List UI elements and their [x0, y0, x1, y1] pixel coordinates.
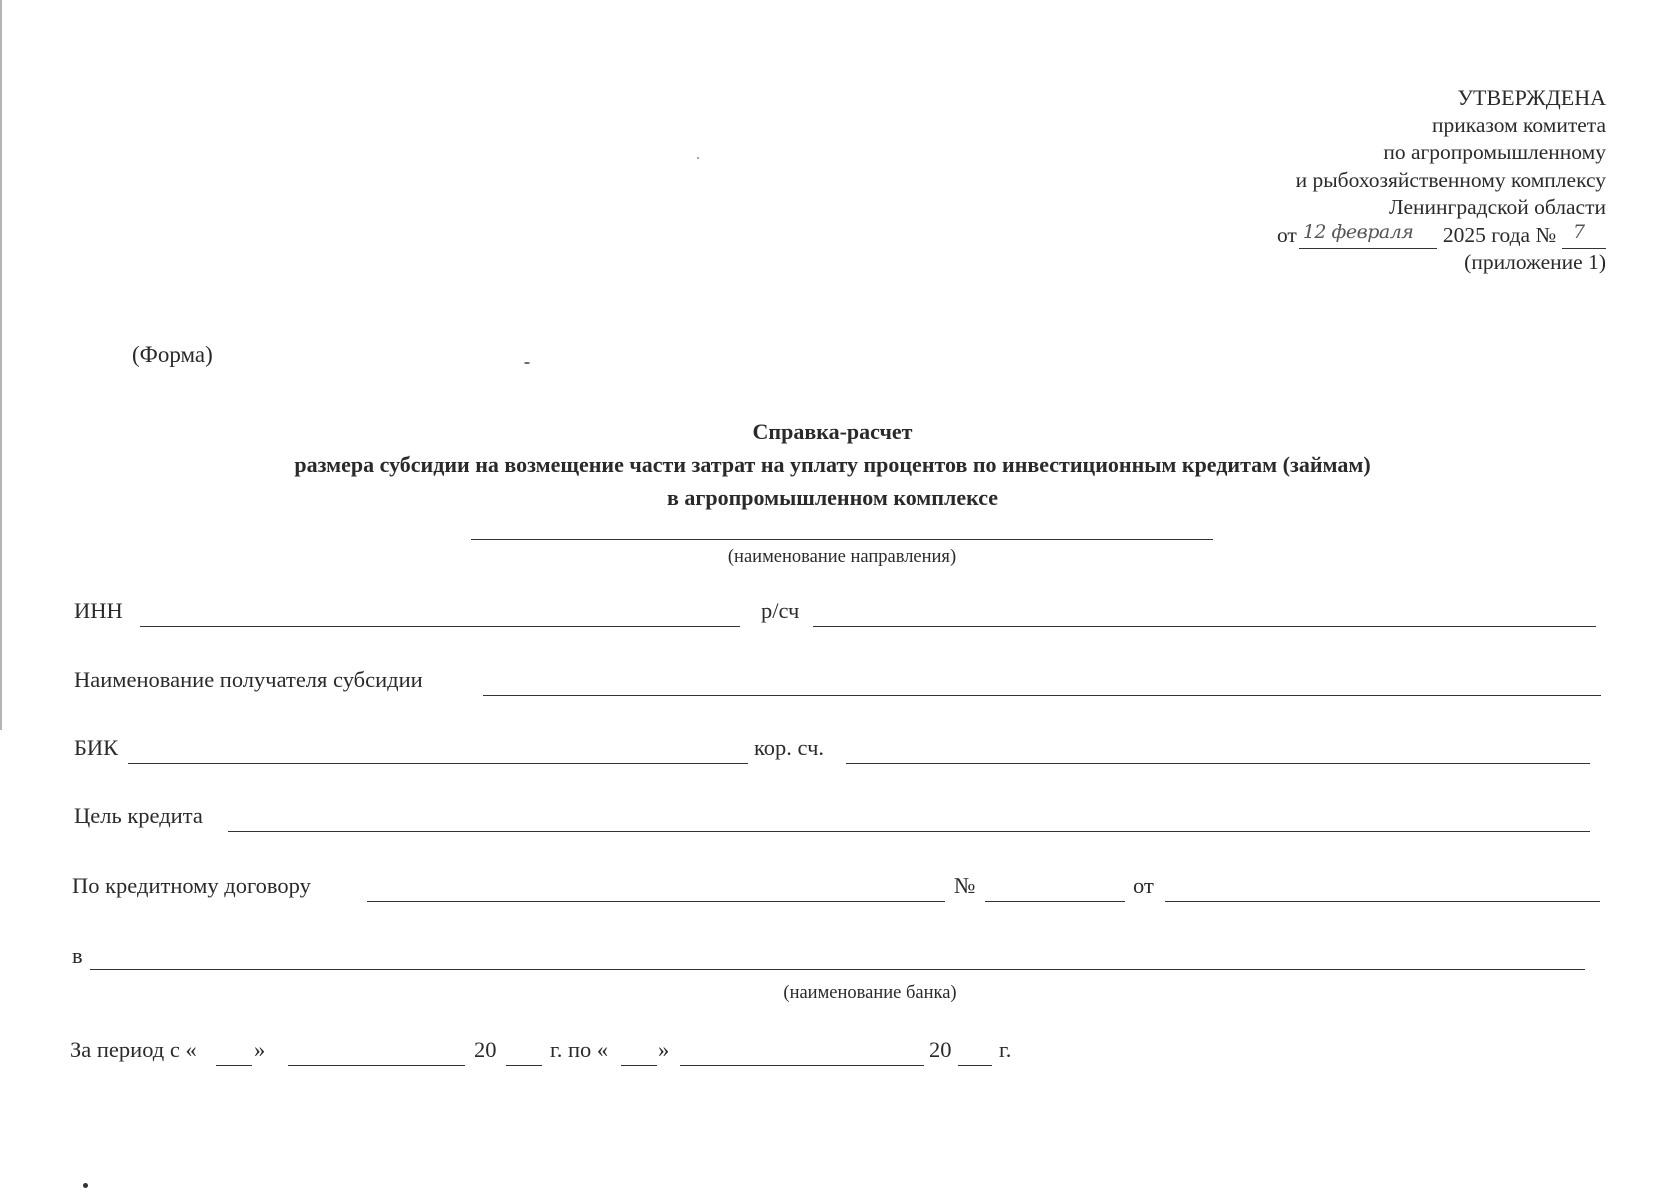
form-label: (Форма): [132, 342, 213, 367]
period-to-label: г. по «: [550, 1037, 609, 1062]
purpose-label: Цель кредита: [74, 803, 203, 828]
bik-row: [0, 735, 1665, 769]
number-sign: №: [954, 873, 976, 898]
period-end-day-field[interactable]: [621, 1037, 657, 1066]
bank-name-field[interactable]: [90, 943, 1585, 970]
heading-subtitle: в агропромышленном комплексе: [666, 485, 999, 510]
approval-line: и рыбохозяйственному комплексу: [1295, 167, 1606, 192]
approval-title: УТВЕРЖДЕНА: [1457, 85, 1606, 110]
direction-caption: (наименование направления): [727, 547, 957, 567]
heading-subtitle: размера субсидии на возмещение части затрат на уплату процентов по инвестиционным кредитам (займам): [294, 452, 1371, 477]
contract-from-label: от: [1133, 873, 1154, 898]
bank-prefix: в: [72, 943, 83, 968]
handwritten-number: 7: [1573, 220, 1585, 243]
quote-close: »: [658, 1037, 670, 1062]
bank-caption: (наименование банка): [783, 983, 957, 1003]
contract-number-field[interactable]: [985, 873, 1125, 902]
recipient-row: [0, 667, 1665, 701]
period-row: [0, 1037, 1665, 1071]
period-start-year-field[interactable]: [506, 1037, 542, 1066]
scan-speck: [83, 1183, 88, 1188]
appendix-label: (приложение 1): [1464, 250, 1606, 274]
purpose-field[interactable]: [228, 803, 1590, 832]
period-start-day-field[interactable]: [216, 1037, 252, 1066]
period-start-month-field[interactable]: [288, 1037, 465, 1066]
bik-field[interactable]: [128, 735, 748, 764]
inn-row: [0, 598, 1665, 632]
year-suffix: г.: [999, 1037, 1012, 1062]
recipient-label: Наименование получателя субсидии: [74, 667, 423, 692]
approval-line: по агропромышленному: [1383, 140, 1606, 164]
account-field[interactable]: [813, 598, 1596, 627]
handwritten-date: 12 февраля: [1302, 220, 1414, 243]
date-prefix: от: [1276, 222, 1297, 247]
bik-label: БИК: [74, 735, 119, 760]
contract-row: [0, 873, 1665, 907]
purpose-row: [0, 803, 1665, 837]
period-end-month-field[interactable]: [680, 1037, 924, 1066]
order-year-text: 2025 года №: [1442, 222, 1556, 247]
account-label: р/сч: [761, 598, 800, 623]
contract-field[interactable]: [367, 873, 945, 902]
contract-label: По кредитному договору: [72, 873, 311, 898]
scan-speck: [697, 157, 699, 159]
bank-row: [0, 943, 1665, 977]
approval-line: Ленинградской области: [1389, 195, 1606, 219]
corr-account-label: кор. сч.: [754, 735, 825, 760]
inn-field[interactable]: [140, 598, 740, 627]
direction-name-field[interactable]: [471, 539, 1213, 540]
year-prefix: 20: [929, 1037, 952, 1062]
contract-date-field[interactable]: [1165, 873, 1600, 902]
approval-date-row: [1277, 222, 1606, 250]
inn-label: ИНН: [74, 598, 123, 623]
period-end-year-field[interactable]: [958, 1037, 992, 1066]
order-number-field[interactable]: [1562, 220, 1606, 249]
corr-account-field[interactable]: [846, 735, 1590, 764]
recipient-field[interactable]: [483, 667, 1601, 696]
document-heading: [0, 415, 1665, 514]
heading-title: Справка-расчет: [752, 419, 913, 444]
quote-close: »: [254, 1037, 266, 1062]
period-label: За период с «: [70, 1037, 197, 1062]
approval-block: [1277, 84, 1606, 277]
approval-line: приказом комитета: [1431, 112, 1606, 137]
order-date-field[interactable]: [1299, 220, 1437, 249]
scan-speck: [524, 362, 530, 364]
year-prefix: 20: [474, 1037, 497, 1062]
